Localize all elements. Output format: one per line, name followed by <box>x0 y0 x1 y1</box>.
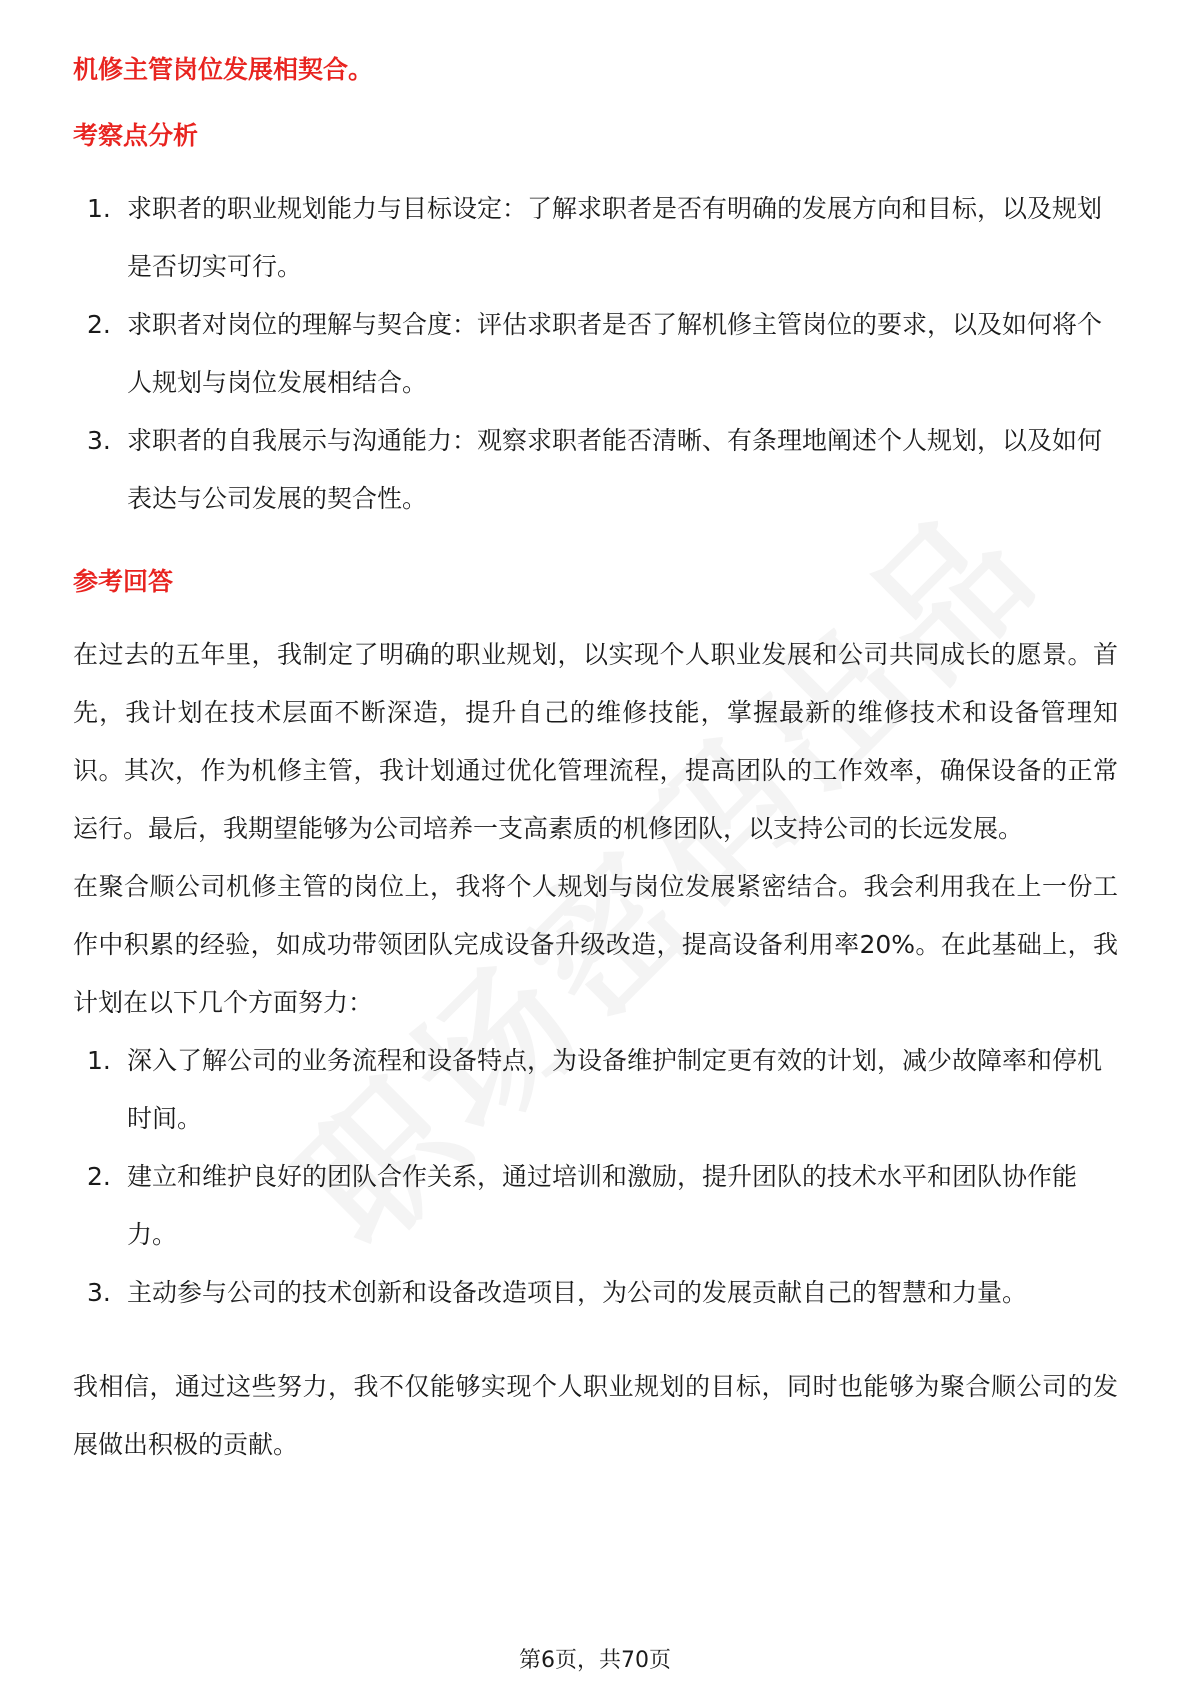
answer-paragraph-2: 在聚合顺公司机修主管的岗位上，我将个人规划与岗位发展紧密结合。我会利用我在上一份工作中积累的经验，如成功带领团队完成设备升级改造，提高设备利用率20%。在此基础上，我计划在以下几个方面努力： <box>73 872 1118 1017</box>
list-item-text: 求职者的自我展示与沟通能力：观察求职者能否清晰、有条理地阐述个人规划，以及如何表达与公司发展的契合性。 <box>127 426 1103 513</box>
list-number: 3. <box>87 426 111 455</box>
list-number: 3. <box>87 1278 111 1307</box>
list-item <box>73 296 1118 412</box>
answer-paragraph-1: 在过去的五年里，我制定了明确的职业规划，以实现个人职业发展和公司共同成长的愿景。首先，我计划在技术层面不断深造，提升自己的维修技能，掌握最新的维修技术和设备管理知识。其次，作为机修主管，我计划通过优化管理流程，提高团队的工作效率，确保设备的正常运行。最后，我期望能够为公司培养一支高素质的机修团队，以支持公司的长远发展。 <box>73 640 1118 843</box>
list-item-text: 求职者对岗位的理解与契合度：评估求职者是否了解机修主管岗位的要求，以及如何将个人规划与岗位发展相结合。 <box>127 310 1103 397</box>
list-number: 2. <box>87 1162 111 1191</box>
list-number: 1. <box>87 194 111 223</box>
answer-heading: 参考回答 <box>73 567 174 596</box>
list-item-text: 建立和维护良好的团队合作关系，通过培训和激励，提升团队的技术水平和团队协作能力。 <box>127 1162 1078 1249</box>
list-item-text: 深入了解公司的业务流程和设备特点，为设备维护制定更有效的计划，减少故障率和停机时间。 <box>127 1046 1103 1133</box>
list-item <box>73 180 1118 296</box>
analysis-list <box>73 180 1118 528</box>
list-item-text: 主动参与公司的技术创新和设备改造项目，为公司的发展贡献自己的智慧和力量。 <box>127 1278 1028 1307</box>
list-number: 1. <box>87 1046 111 1075</box>
list-item-text: 求职者的职业规划能力与目标设定：了解求职者是否有明确的发展方向和目标，以及规划是否切实可行。 <box>127 194 1103 281</box>
analysis-heading: 考察点分析 <box>73 121 199 150</box>
list-item <box>73 412 1118 528</box>
list-number: 2. <box>87 310 111 339</box>
page-number: 第6页，共70页 <box>519 1648 671 1673</box>
intro-line: 机修主管岗位发展相契合。 <box>73 55 374 84</box>
list-item <box>73 1148 1118 1264</box>
document-page <box>73 52 1118 1474</box>
list-item <box>73 1032 1118 1148</box>
answer-list <box>73 1032 1118 1322</box>
list-item <box>73 1264 1118 1322</box>
answer-paragraph-3: 我相信，通过这些努力，我不仅能够实现个人职业规划的目标，同时也能够为聚合顺公司的发展做出积极的贡献。 <box>73 1372 1118 1459</box>
